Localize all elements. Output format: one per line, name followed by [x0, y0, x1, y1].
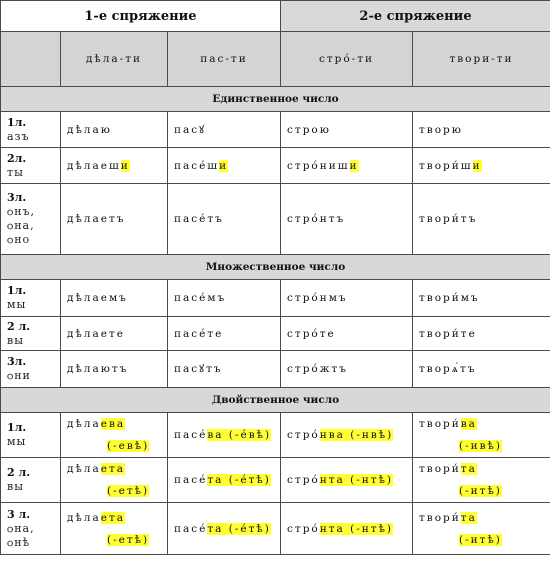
form-stem: пасе́ [174, 474, 208, 486]
form-stem: дѣла [67, 418, 101, 430]
section-row [1, 255, 550, 280]
ending-highlight: и [120, 159, 130, 172]
pronoun-label: мы [7, 435, 27, 448]
pronoun-label: мы [7, 298, 27, 311]
pronoun-label: ты [7, 165, 24, 179]
person-cell [1, 280, 61, 317]
form-cell [413, 503, 550, 555]
ending-highlight: (-итѣ) [459, 533, 502, 546]
dual-form [419, 507, 550, 551]
form-stem: твори́ш [419, 159, 473, 172]
ending-highlight: (-етѣ) [107, 485, 150, 497]
form-cell: стро́те [281, 317, 413, 351]
ending-highlight: (-итѣ) [459, 485, 502, 497]
dual-line-2 [419, 435, 550, 457]
person-cell [1, 503, 61, 555]
ending-highlight: и [349, 159, 359, 172]
person-cell [1, 184, 61, 255]
plural-group [1, 280, 550, 388]
form-cell [413, 413, 550, 458]
conjugation-row [1, 184, 550, 255]
conjugation-row [1, 503, 550, 555]
ending-highlight: (-евѣ) [107, 440, 150, 452]
ending-highlight: (-ивѣ) [459, 440, 502, 452]
form-cell: твори́мъ [413, 280, 550, 317]
conjugation-row [1, 351, 550, 388]
ending-highlight: та (-е́тѣ) [207, 474, 271, 486]
form-stem: пасе́ [174, 429, 208, 441]
dual-form [419, 458, 550, 502]
conjugation-row [1, 112, 550, 148]
form-cell: дѣлаемъ [61, 280, 168, 317]
ending-highlight: ета [100, 463, 126, 475]
dual-line-2 [419, 529, 550, 551]
ending-highlight: (-етѣ) [107, 533, 150, 546]
form-cell [413, 458, 550, 503]
form-stem: стро́ [287, 474, 320, 486]
dual-line [67, 418, 125, 430]
form-cell: пасе́мъ [168, 280, 281, 317]
pronoun-label: ѻнъ, ѻна, ѻно [7, 205, 36, 246]
ending-highlight: нва (-нвѣ) [319, 429, 394, 441]
form-stem: твори́ [419, 511, 461, 524]
dual-line [174, 429, 271, 441]
form-cell [413, 148, 550, 184]
form-cell: пасе́те [168, 317, 281, 351]
dual-form [67, 458, 167, 502]
dual-form [174, 424, 280, 446]
pronoun-label: ѻна, ѻнѣ [7, 521, 35, 549]
pronoun-label: вы [7, 480, 24, 493]
form-cell [61, 148, 168, 184]
form-stem: стро́ [287, 522, 320, 535]
pronoun-label: ѻни [7, 369, 31, 382]
form-cell: пасе́тъ [168, 184, 281, 255]
form-stem: стро́ [287, 429, 320, 441]
dual-line [287, 523, 393, 535]
person-label: 1л. [7, 284, 27, 297]
ending-highlight: та (-е́тѣ) [207, 522, 271, 535]
section-title-plural: Множественное число [1, 255, 550, 280]
dual-line-2 [67, 480, 167, 502]
person-label: 2 л. [7, 319, 31, 333]
ending-highlight: нта (-нтѣ) [319, 522, 394, 535]
section-row [1, 388, 550, 413]
dual-line-2 [419, 480, 550, 502]
form-stem: пасе́ш [174, 159, 220, 172]
conjugation-row [1, 280, 550, 317]
corner-cell [1, 32, 61, 87]
ending-highlight: и [472, 159, 482, 172]
form-cell [61, 503, 168, 555]
dual-line [67, 512, 125, 524]
dual-form [174, 469, 280, 491]
dual-line [287, 474, 393, 486]
dual-line [287, 429, 393, 441]
form-stem: твори́ [419, 418, 461, 430]
section-title-dual: Двойственное число [1, 388, 550, 413]
form-cell [281, 413, 413, 458]
form-cell: дѣлаю [61, 112, 168, 148]
dual-form [174, 518, 280, 540]
dual-line [419, 512, 477, 524]
form-cell: пасꙋтъ [168, 351, 281, 388]
dual-line [67, 463, 125, 475]
infinitive-cell: дѣла-ти [61, 32, 168, 87]
ending-highlight: та [460, 463, 477, 475]
dual-form [287, 518, 412, 540]
form-cell: строю [281, 112, 413, 148]
form-cell: творѧ́тъ [413, 351, 550, 388]
ending-highlight: ва [460, 418, 477, 430]
infinitive-row [1, 32, 550, 87]
form-cell: дѣлаетъ [61, 184, 168, 255]
ending-highlight: ета [100, 511, 126, 524]
infinitive-cell: твори-ти [413, 32, 550, 87]
infinitive-cell: пас-ти [168, 32, 281, 87]
form-cell [168, 503, 281, 555]
conjugation-header-row [1, 1, 550, 32]
pronoun-label: вы [7, 333, 24, 347]
form-stem: твори́ [419, 463, 461, 475]
person-label: 3л. [7, 191, 27, 204]
dual-line [174, 474, 271, 486]
infinitive-cell: стро́-ти [281, 32, 413, 87]
form-stem: стро́ниш [287, 159, 350, 172]
conjugation-row [1, 458, 550, 503]
person-cell [1, 148, 61, 184]
person-label: 2 л. [7, 466, 31, 479]
form-stem: дѣла [67, 511, 101, 524]
form-stem: дѣлаеш [67, 159, 121, 172]
person-cell [1, 413, 61, 458]
person-cell [1, 317, 61, 351]
form-cell: стро́жтъ [281, 351, 413, 388]
person-cell [1, 458, 61, 503]
pronoun-label: азъ [7, 129, 30, 143]
ending-highlight: нта (-нтѣ) [319, 474, 394, 486]
section-title-singular: Единственное число [1, 87, 550, 112]
ending-highlight: ва (-е́вѣ) [207, 429, 272, 441]
form-cell: дѣлаете [61, 317, 168, 351]
form-cell [281, 148, 413, 184]
conjugation-row [1, 317, 550, 351]
ending-highlight: ева [100, 418, 126, 430]
dual-line [174, 523, 271, 535]
person-label: 3 л. [7, 507, 31, 521]
dual-line-2 [67, 529, 167, 551]
dual-line [419, 418, 477, 430]
conj2-header: 2-е спряжение [281, 1, 550, 32]
form-cell [281, 458, 413, 503]
form-cell: стро́нмъ [281, 280, 413, 317]
form-cell: пасꙋ [168, 112, 281, 148]
form-cell [281, 503, 413, 555]
form-stem: дѣла [67, 463, 101, 475]
conjugation-row [1, 413, 550, 458]
dual-form [419, 413, 550, 457]
person-label: 1л. [7, 421, 27, 434]
dual-form [287, 424, 412, 446]
form-cell [168, 458, 281, 503]
dual-line-2 [67, 435, 167, 457]
form-cell [168, 413, 281, 458]
dual-form [67, 507, 167, 551]
dual-form [287, 469, 412, 491]
conj1-header: 1-е спряжение [1, 1, 281, 32]
ending-highlight: и [219, 159, 229, 172]
person-cell [1, 351, 61, 388]
form-cell: твори́те [413, 317, 550, 351]
ending-highlight: та [460, 511, 477, 524]
person-label: 1л. [7, 115, 27, 129]
person-label: 2л. [7, 151, 27, 165]
form-cell: твори́тъ [413, 184, 550, 255]
dual-group [1, 413, 550, 555]
form-cell: дѣлаютъ [61, 351, 168, 388]
dual-line [419, 463, 477, 475]
person-label: 3л. [7, 355, 27, 368]
form-stem: пасе́ [174, 522, 208, 535]
form-cell [168, 148, 281, 184]
dual-form [67, 413, 167, 457]
form-cell: стро́нтъ [281, 184, 413, 255]
person-cell [1, 112, 61, 148]
singular-group [1, 112, 550, 255]
form-cell [61, 413, 168, 458]
form-cell [61, 458, 168, 503]
form-cell: творю [413, 112, 550, 148]
conjugation-row [1, 148, 550, 184]
section-row [1, 87, 550, 112]
